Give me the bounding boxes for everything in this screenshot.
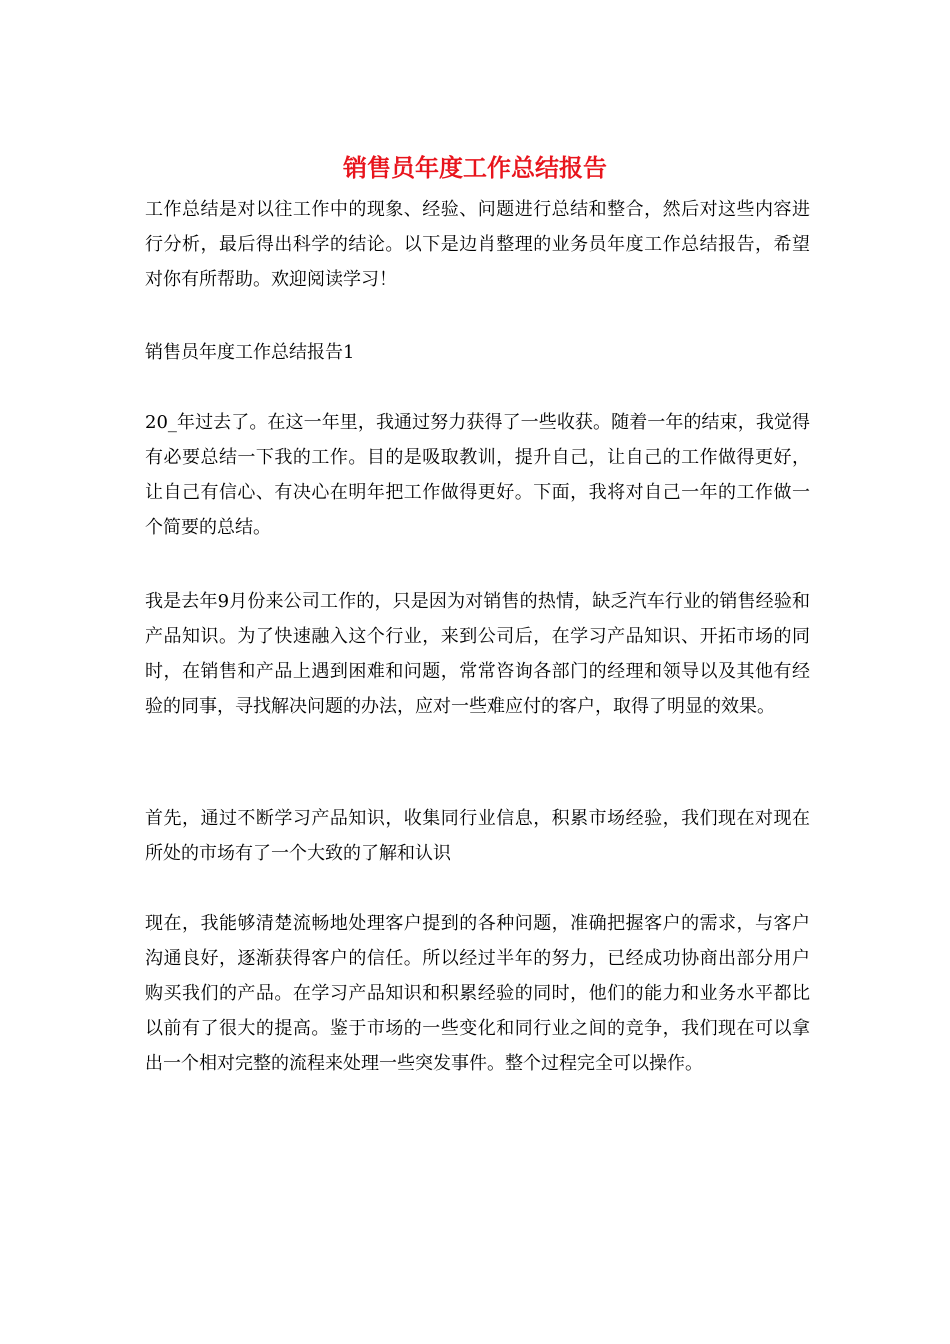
intro-paragraph: 工作总结是对以往工作中的现象、经验、问题进行总结和整合，然后对这些内容进行分析，最后得出科学的结论。以下是边肖整理的业务员年度工作总结报告，希望对你有所帮助。欢迎阅读学习！ bbox=[145, 199, 810, 290]
body-paragraph: 我是去年9月份来公司工作的，只是因为对销售的热情，缺乏汽车行业的销售经验和产品知识。为了快速融入这个行业，来到公司后，在学习产品知识、开拓市场的同时，在销售和产品上遇到困难和问题，常常咨询各部门的经理和领导以及其他有经验的同事，寻找解决问题的办法，应对一些难应付的客户，取得了明显的效果。 bbox=[145, 591, 810, 717]
section-heading: 销售员年度工作总结报告1 bbox=[145, 342, 355, 363]
document-title: 销售员年度工作总结报告 bbox=[343, 153, 607, 182]
body-paragraph: 20_年过去了。在这一年里，我通过努力获得了一些收获。随着一年的结束，我觉得有必要总结一下我的工作。目的是吸取教训，提升自己，让自己的工作做得更好，让自己有信心、有决心在明年把工作做得更好。下面，我将对自己一年的工作做一个简要的总结。 bbox=[145, 412, 810, 538]
body-paragraph: 现在，我能够清楚流畅地处理客户提到的各种问题，准确把握客户的需求，与客户沟通良好，逐渐获得客户的信任。所以经过半年的努力，已经成功协商出部分用户购买我们的产品。在学习产品知识和积累经验的同时，他们的能力和业务水平都比以前有了很大的提高。鉴于市场的一些变化和同行业之间的竞争，我们现在可以拿出一个相对完整的流程来处理一些突发事件。整个过程完全可以操作。 bbox=[145, 913, 810, 1074]
body-paragraph: 首先，通过不断学习产品知识，收集同行业信息，积累市场经验，我们现在对现在所处的市场有了一个大致的了解和认识 bbox=[145, 808, 810, 864]
